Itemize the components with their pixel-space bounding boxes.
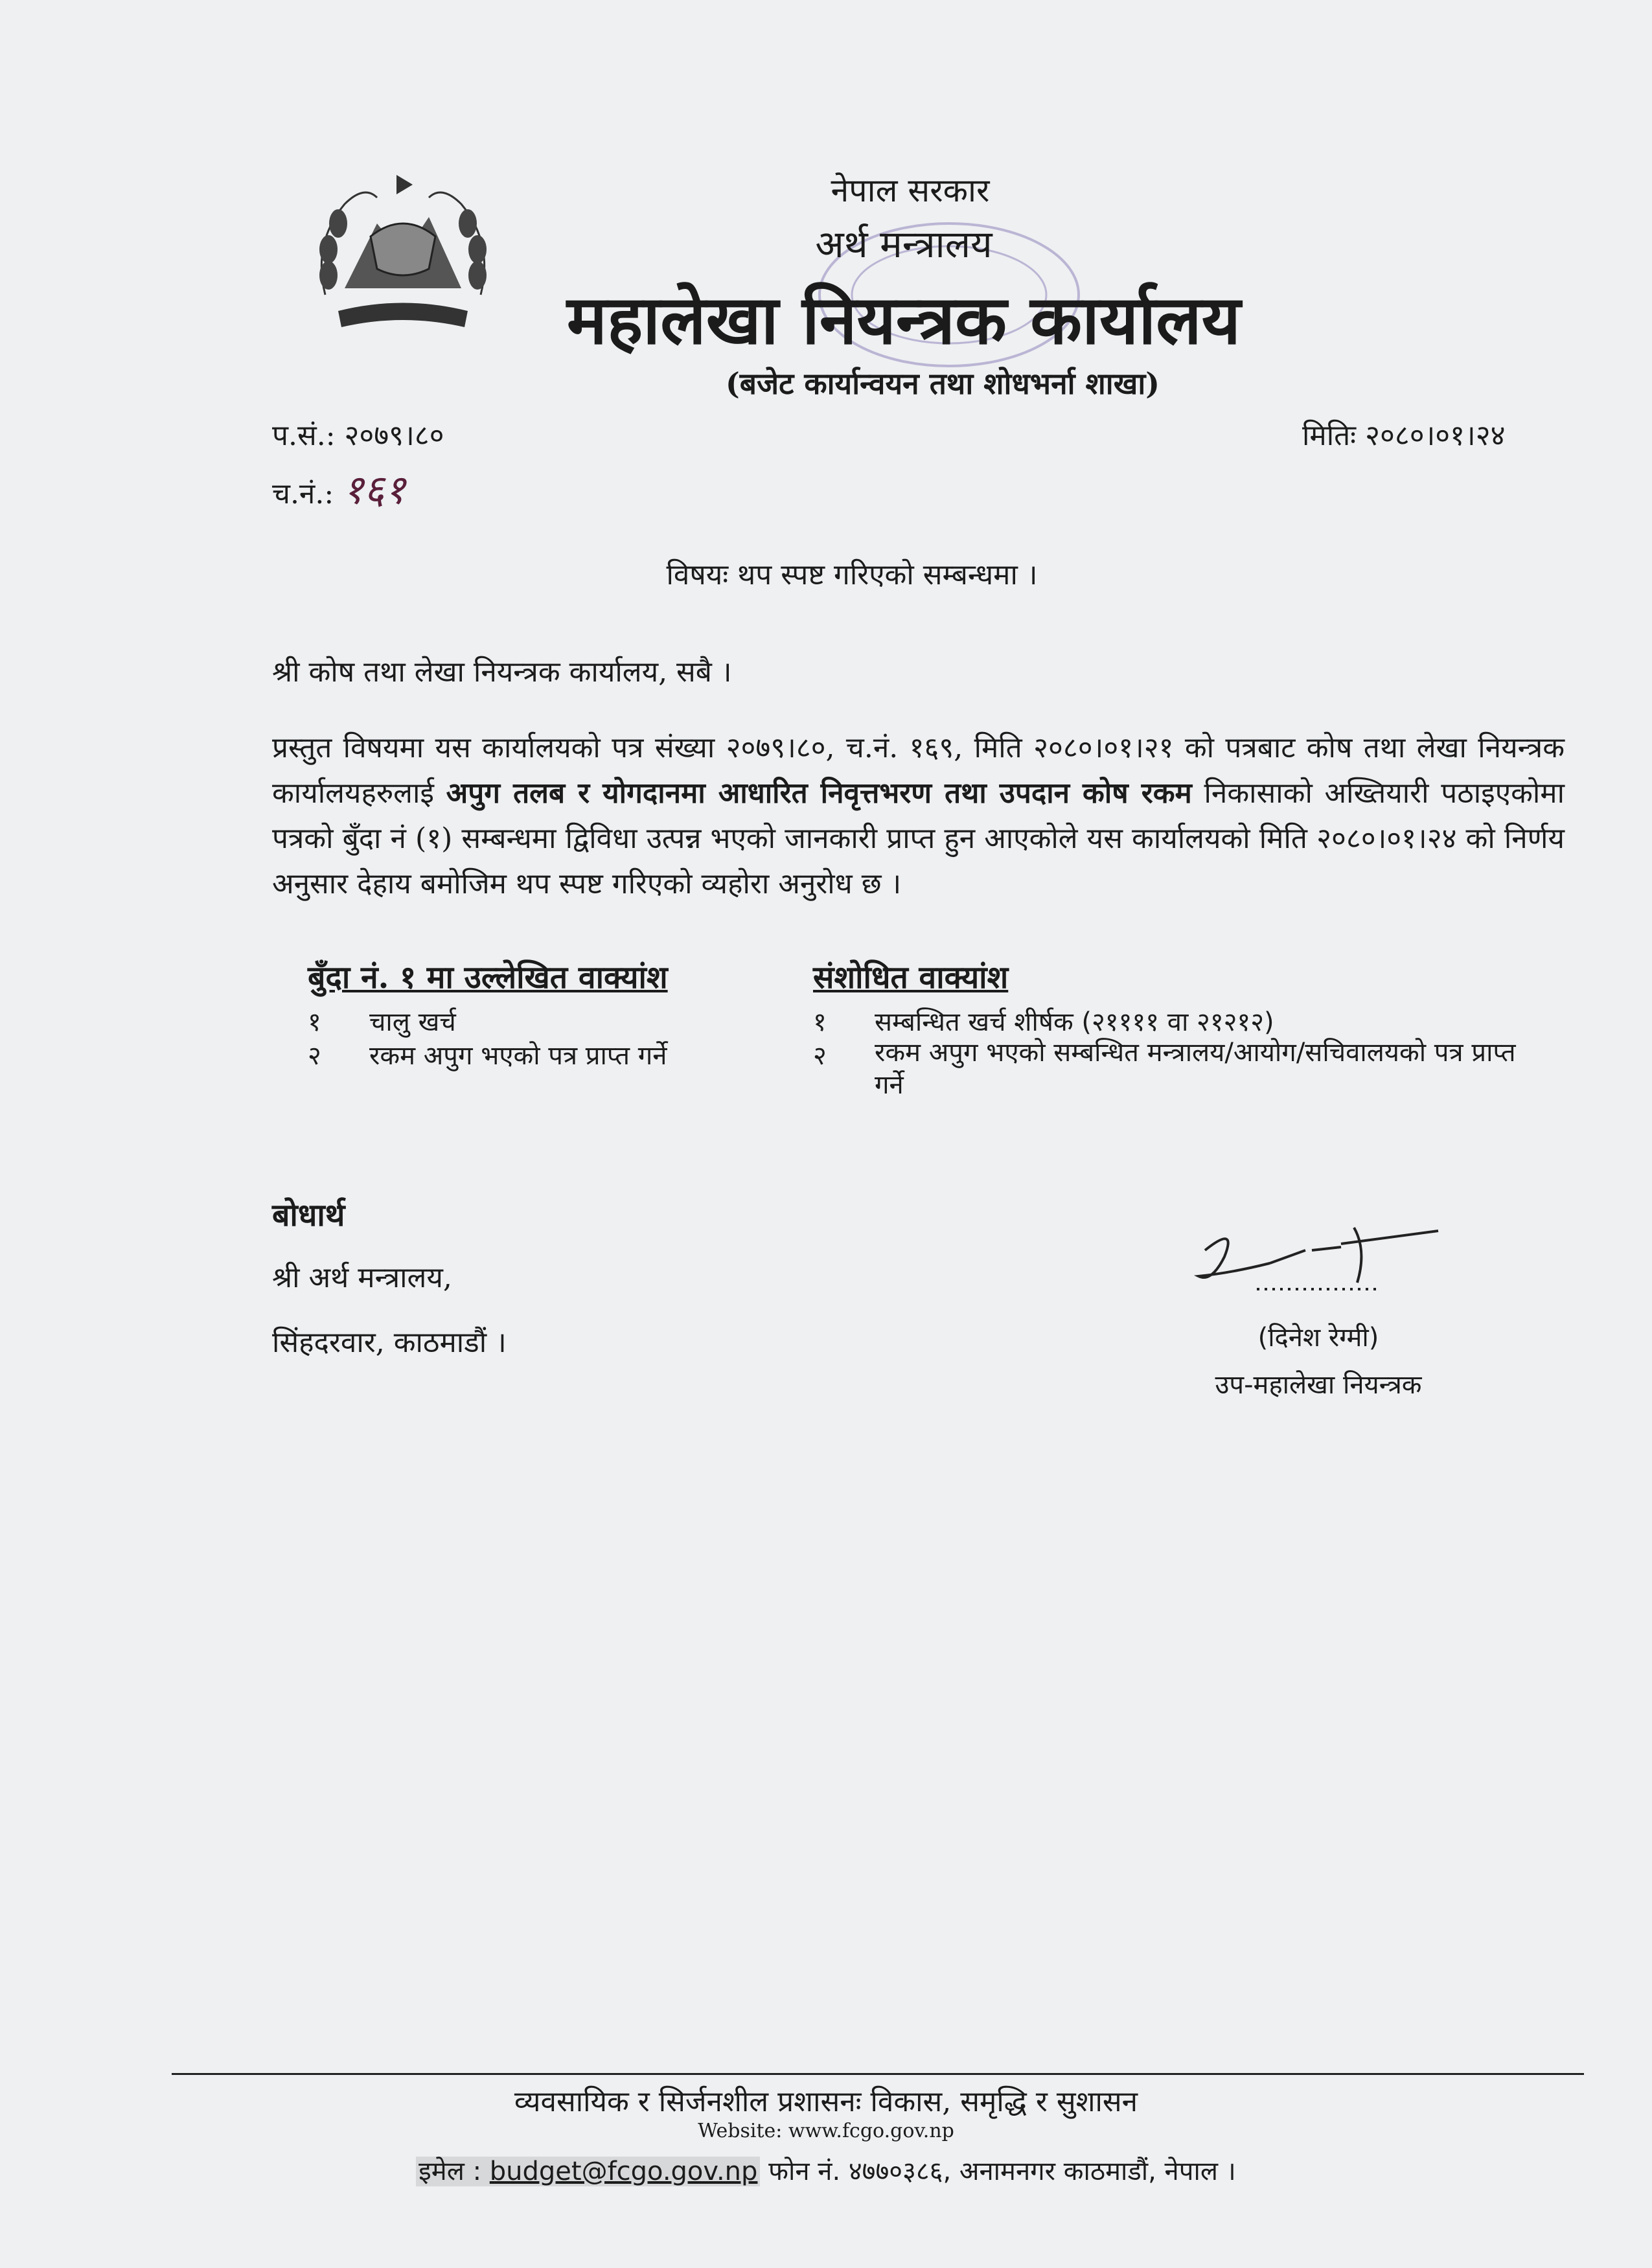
- ministry-name: अर्थ मन्त्रालय: [815, 222, 992, 266]
- subject-line: विषयः थप स्पष्ट गरिएको सम्बन्धमा ।: [666, 558, 1038, 591]
- signatory-name: (दिनेश रेग्मी): [1257, 1323, 1379, 1353]
- letter-reference: [272, 415, 444, 453]
- list-item: [813, 1003, 1558, 1038]
- footer-motto: व्यवसायिक र सिर्जनशील प्रशासनः विकास, समृद्धि र सुशासन: [514, 2085, 1138, 2118]
- addressee: श्री कोष तथा लेखा नियन्त्रक कार्यालय, सबै ।: [272, 656, 732, 689]
- body-bold: अपुग तलब र योगदानमा आधारित निवृत्तभरण तथा उपदान कोष रकम: [446, 777, 1192, 810]
- government-name: नेपाल सरकार: [831, 172, 990, 209]
- signatory-designation: उप-महालेखा नियन्त्रक: [1215, 1370, 1422, 1400]
- dispatch-number: [272, 461, 406, 516]
- date-value: २०८०।०१।२४: [1365, 419, 1506, 452]
- cc-line-1: श्री अर्थ मन्त्रालय,: [272, 1261, 452, 1294]
- email-block: [416, 2157, 760, 2186]
- row-number: १: [308, 1007, 321, 1037]
- list-item: [308, 1003, 761, 1038]
- body-part1: प्रस्तुत विषयमा यस कार्यालयको पत्र संख्या २०७९।८०, च.नं. १६९, मिति २०८०।०१।२१ को पत्रबाट कोष तथा लेखा नियन्त्रक कार्यालयहरुलाई: [272, 731, 1565, 810]
- footer-contact: [0, 2152, 1652, 2188]
- ps-value: २०७९।८०: [344, 419, 444, 452]
- letter-body: [272, 726, 1565, 907]
- cc-line-2: सिंहदरवार, काठमाडौं ।: [272, 1326, 507, 1359]
- branch-name: (बजेट कार्यान्वयन तथा शोधभर्ना शाखा): [725, 366, 1160, 401]
- body-part2: निकासाको अख्तियारी पठाइएकोमा पत्रको बुँदा नं (१) सम्बन्धमा द्विविधा उत्पन्न भएको जानकारी प्राप्त हुन आएकोले यस कार्यालयको मिति २०८०।०१।२४ को निर्णय अनुसार देहाय बमोजिम थप स्पष्ट गरिएको व्यहोरा अनुरोध छ ।: [272, 777, 1565, 900]
- row-text: चालु खर्च: [369, 1007, 456, 1037]
- cn-value: १६१: [343, 466, 406, 513]
- row-text: रकम अपुग भएको पत्र प्राप्त गर्ने: [369, 1041, 667, 1071]
- email-label: इमेल :: [419, 2157, 482, 2186]
- left-column-heading: बुँदा नं. १ मा उल्लेखित वाक्यांश: [308, 959, 668, 996]
- right-column-heading: संशोधित वाक्यांश: [813, 959, 1009, 996]
- row-text: रकम अपुग भएको सम्बन्धित मन्त्रालय/आयोग/सचिवालयको पत्र प्राप्त गर्ने: [875, 1038, 1516, 1100]
- footer-divider: [172, 2073, 1584, 2075]
- list-item: [308, 1037, 761, 1072]
- row-number: २: [308, 1041, 321, 1071]
- letter-date: [1302, 415, 1505, 453]
- footer-website: Website: www.fcgo.gov.np: [698, 2120, 954, 2142]
- cc-label: बोधार्थ: [272, 1197, 345, 1233]
- phone-address: फोन नं. ४७७०३८६, अनामनगर काठमाडौं, नेपाल ।: [768, 2157, 1236, 2186]
- row-number: २: [813, 1041, 827, 1071]
- signature-icon: [1192, 1211, 1445, 1302]
- ps-label: प.सं.:: [272, 419, 336, 452]
- date-label: मितिः: [1302, 419, 1357, 452]
- email-link[interactable]: budget@fcgo.gov.np: [489, 2157, 758, 2186]
- office-name: महालेखा नियन्त्रक कार्यालय: [566, 280, 1241, 360]
- list-item: [813, 1037, 1558, 1101]
- row-number: १: [813, 1007, 827, 1037]
- row-text: सम्बन्धित खर्च शीर्षक (२११११ वा २१२१२): [875, 1007, 1274, 1037]
- cn-label: च.नं.:: [272, 477, 334, 510]
